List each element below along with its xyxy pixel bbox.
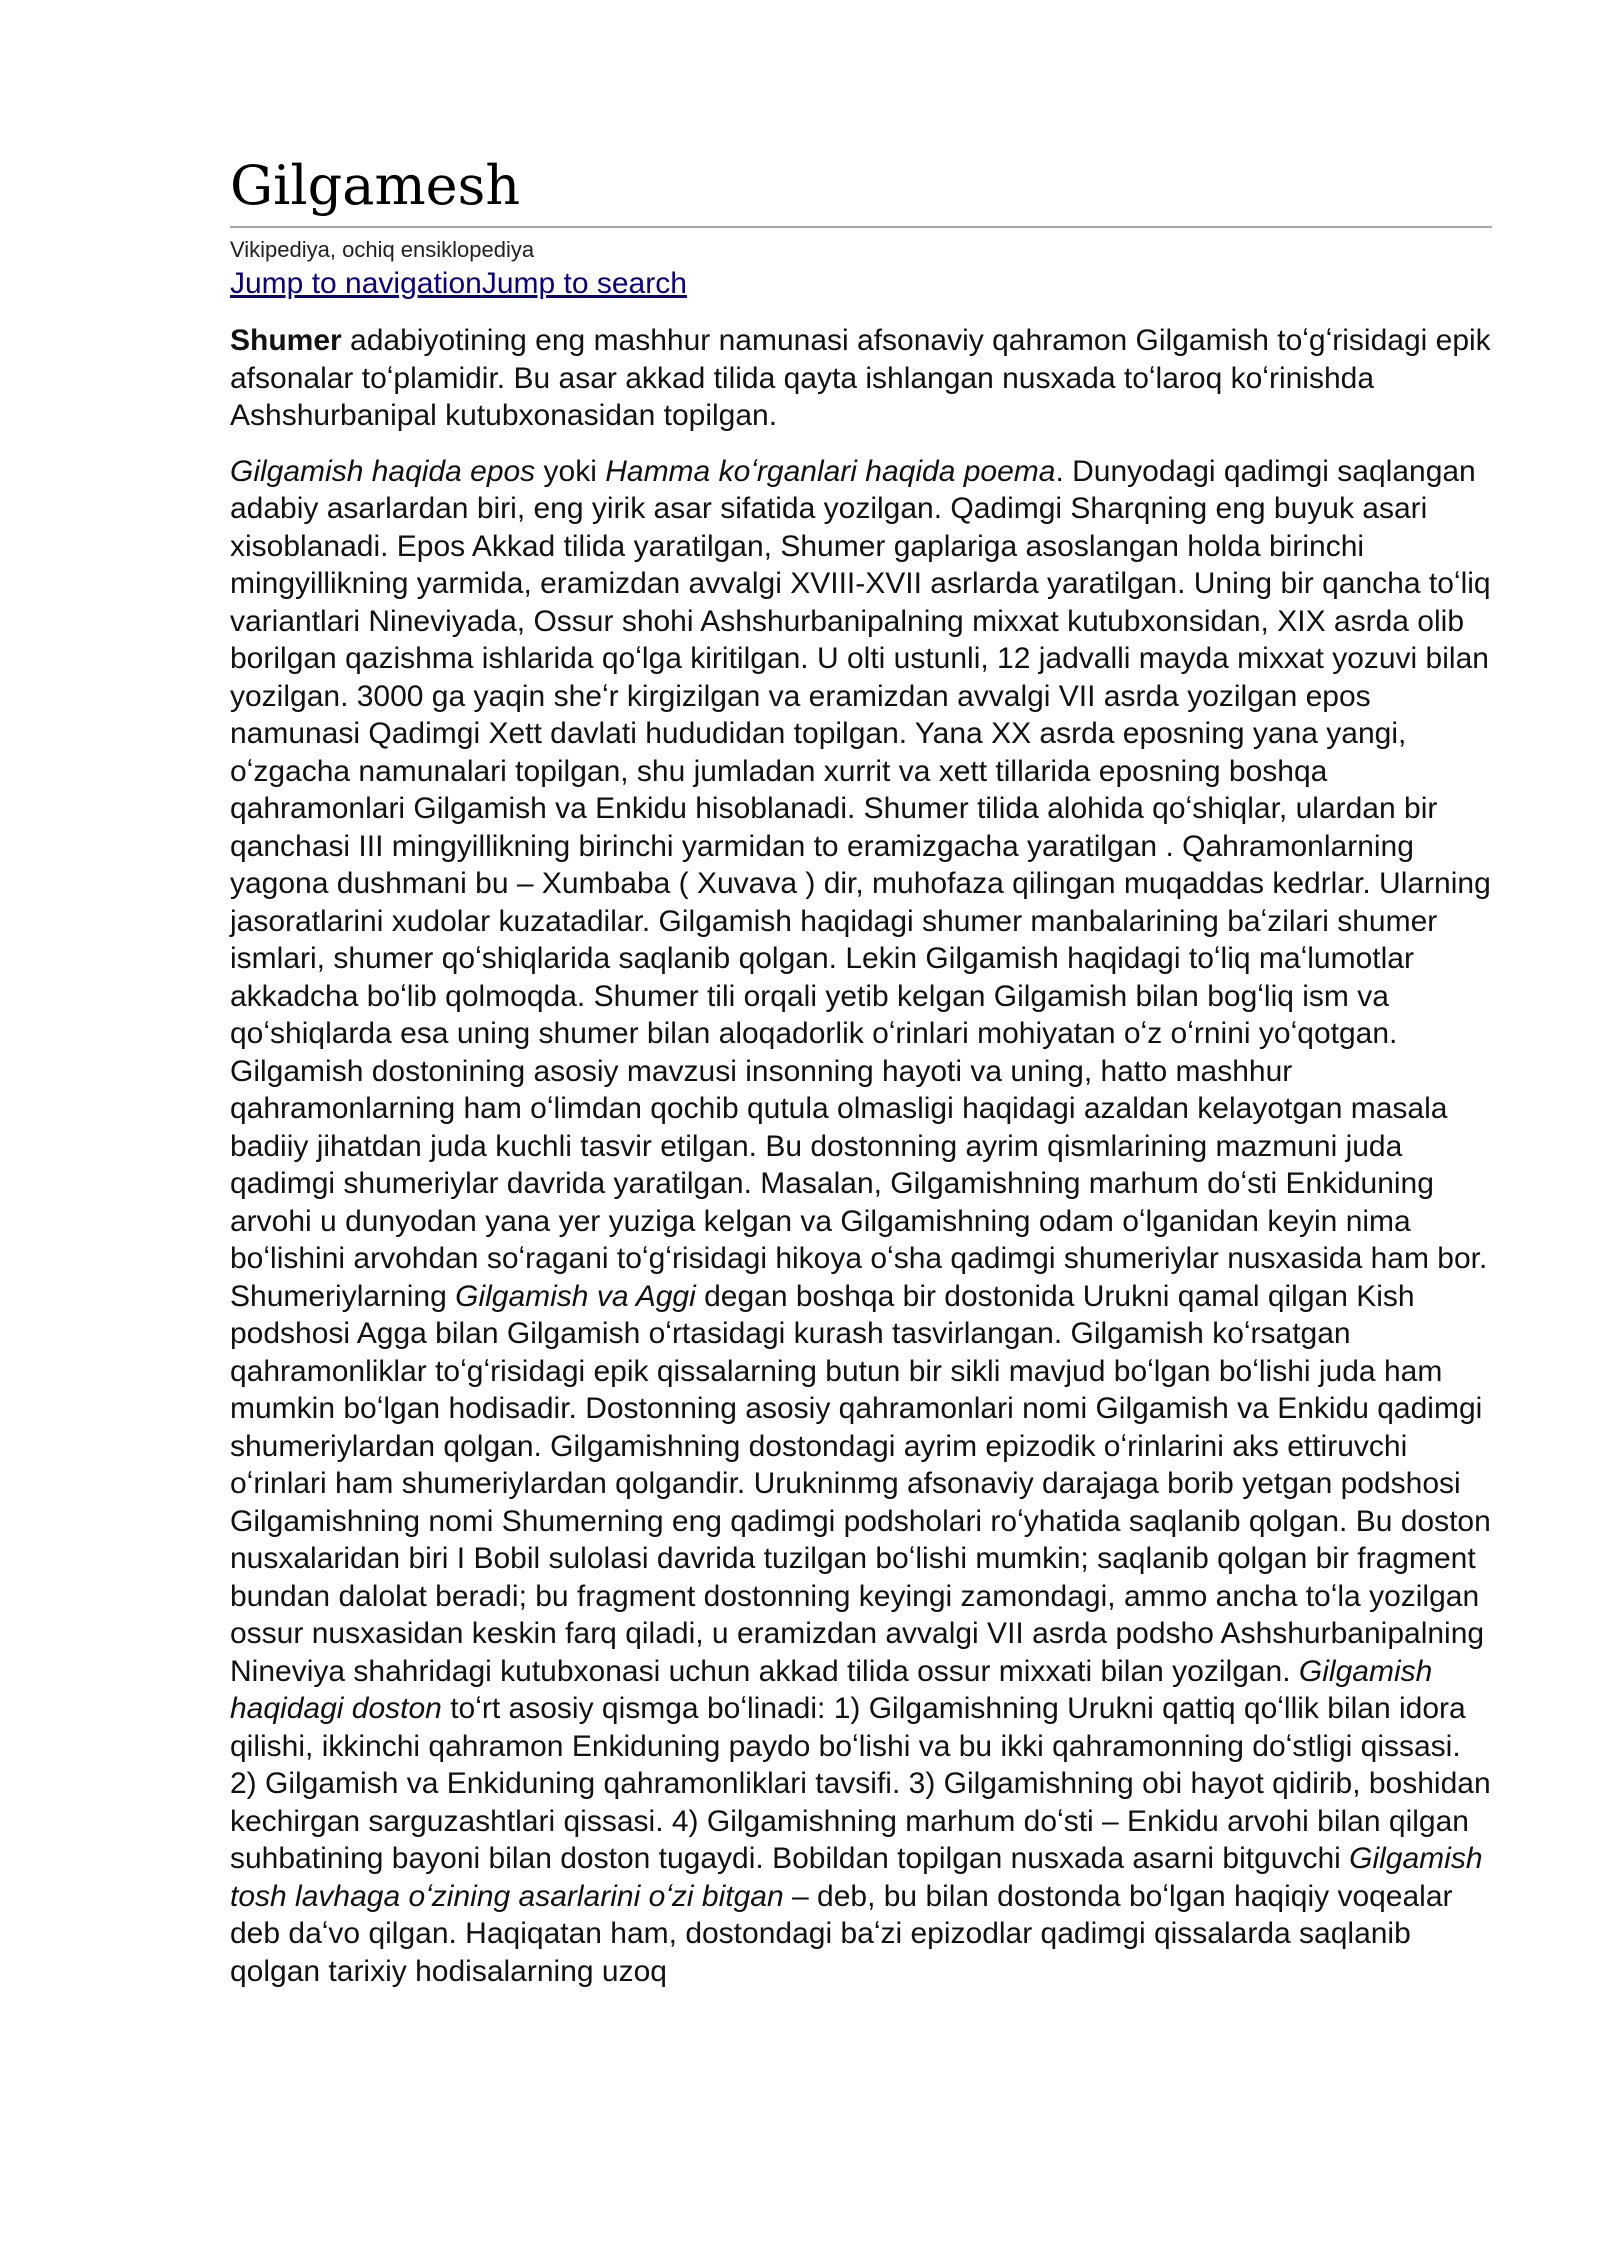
article <box>230 150 1492 1990</box>
page-title: Gilgamesh <box>230 150 1492 228</box>
italic-title-3: Gilgamish va Aggi <box>455 1279 696 1313</box>
italic-title-4: Gilgamish haqidagi doston <box>230 1654 1433 1725</box>
site-tagline: Vikipediya, ochiq ensiklopediya <box>230 237 535 262</box>
body-text-4: toʻrt asosiy qismga boʻlinadi: 1) Gilgamishning Urukni qattiq qoʻllik bilan idora qilishi, ikkinchi qahramon Enkiduning paydo boʻlishi va bu ikki qahramonning doʻstligi qissasi. 2) Gilgamish va Enkiduning qahramonliklari tavsifi. 3) Gilgamishning obi hayot qidirib, boshidan kechirgan sarguzashtlari qissasi. 4) Gilgamishning marhum doʻsti – Enkidu arvohi bilan qilgan suhbatining bayoni bilan doston tugaydi. Bobildan topilgan nusxada asarni bitguvchi <box>230 1692 1491 1875</box>
body-paragraph <box>230 453 1492 1991</box>
jump-links <box>230 266 1492 302</box>
body-text-3: degan boshqa bir dostonida Urukni qamal qilgan Kish podshosi Agga bilan Gilgamish oʻrtasidagi kurash tasvirlangan. Gilgamish koʻrsatgan qahramonliklar toʻgʻrisidagi epik qissalarning butun bir sikli mavjud boʻlgan boʻlishi juda ham mumkin boʻlgan hodisadir. Dostonning asosiy qahramonlari nomi Gilgamish va Enkidu qadimgi shumeriylardan qolgan. Gilgamishning dostondagi ayrim epizodik oʻrinlarini aks ettiruvchi oʻrinlari ham shumeriylardan qolgandir. Urukninmg afsonaviy darajaga borib yetgan podshosi Gilgamishning nomi Shumerning eng qadimgi podsholari roʻyhatida saqlanib qolgan. Bu doston nusxalaridan biri I Bobil sulolasi davrida tuzilgan boʻlishi mumkin; saqlanib qolgan bir fragment bundan dalolat beradi; bu fragment dostonning keyingi zamondagi, ammo ancha toʻla yozilgan ossur nusxasidan keskin farq qiladi, u eramizdan avvalgi VII asrda podsho Ashshurbanipalning Nineviya shahridagi kutubxonasi uchun akkad tilida ossur mixxati bilan yozilgan. <box>230 1279 1491 1688</box>
jump-to-search-link[interactable]: Jump to search <box>481 267 687 300</box>
italic-title-1: Gilgamish haqida epos <box>230 454 536 488</box>
italic-quote: Gilgamish tosh lavhaga oʻzining asarlarini oʻzi bitgan <box>230 1842 1483 1913</box>
intro-bold-term: Shumer <box>230 324 342 357</box>
jump-to-navigation-link[interactable]: Jump to navigation <box>230 267 482 300</box>
intro-paragraph <box>230 322 1492 435</box>
body-text-5: – deb, bu bilan dostonda boʻlgan haqiqiy voqealar deb daʻvo qilgan. Haqiqatan ham, dostondagi baʻzi epizodlar qadimgi qissalarda saqlanib qolgan tarixiy hodisalarning uzoq <box>230 1879 1453 1988</box>
intro-text: adabiyotining eng mashhur namunasi afsonaviy qahramon Gilgamish toʻgʻrisidagi epik afsonalar toʻplamidir. Bu asar akkad tilida qayta ishlangan nusxada toʻlaroq koʻrinishda Ashshurbanipal kutubxonasidan topilgan. <box>230 324 1491 432</box>
italic-title-2: Hamma koʻrganlari haqida poema <box>605 454 1056 488</box>
body-text-2: . Dunyodagi qadimgi saqlangan adabiy asarlardan biri, eng yirik asar sifatida yozilgan. Qadimgi Sharqning eng buyuk asari xisoblanadi. Epos Akkad tilida yaratilgan, Shumer gaplariga asoslangan holda birinchi mingyillikning yarmida, eramizdan avvalgi XVIII-XVII asrlarda yaratilgan. Uning bir qancha toʻliq variantlari Nineviyada, Ossur shohi Ashshurbanipalning mixxat kutubxonsidan, XIX asrda olib borilgan qazishma ishlarida qoʻlga kiritilgan. U olti ustunli, 12 jadvalli mayda mixxat yozuvi bilan yozilgan. 3000 ga yaqin sheʻr kirgizilgan va eramizdan avvalgi VII asrda yozilgan epos namunasi Qadimgi Xett davlati hududidan topilgan. Yana XX asrda eposning yana yangi, oʻzgacha namunalari topilgan, shu jumladan xurrit va xett tillarida eposning boshqa qahramonlari Gilgamish va Enkidu hisoblanadi. Shumer tilida alohida qoʻshiqlar, ulardan bir qanchasi III mingyillikning birinchi yarmidan to eramizgacha yaratilgan . Qahramonlarning yagona dushmani bu – Xumbaba ( Xuvava ) dir, muhofaza qilingan muqaddas kedrlar. Ularning jasoratlarini xudolar kuzatadilar. Gilgamish haqidagi shumer manbalarining baʻzilari shumer ismlari, shumer qoʻshiqlarida saqlanib qolgan. Lekin Gilgamish haqidagi toʻliq maʻlumotlar akkadcha boʻlib qolmoqda. Shumer tili orqali yetib kelgan Gilgamish bilan bogʻliq ism va qoʻshiqlarda esa uning shumer bilan aloqadorlik oʻrinlari mohiyatan oʻz oʻrnini yoʻqotgan. Gilgamish dostonining asosiy mavzusi insonning hayoti va uning, hatto mashhur qahramonlarning ham oʻlimdan qochib qutula olmasligi haqidagi azaldan kelayotgan masala badiiy jihatdan juda kuchli tasvir etilgan. Bu dostonning ayrim qismlarining mazmuni juda qadimgi shumeriylar davrida yaratilgan. Masalan, Gilgamishning marhum doʻsti Enkiduning arvohi u dunyodan yana yer yuziga kelgan va Gilgamishning odam oʻlganidan keyin nima boʻlishini arvohdan soʻragani toʻgʻrisidagi hikoya oʻsha qadimgi shumeriylar nusxasida ham bor. Shumeriylarning <box>230 454 1491 1313</box>
body-text-1: yoki <box>535 454 606 488</box>
